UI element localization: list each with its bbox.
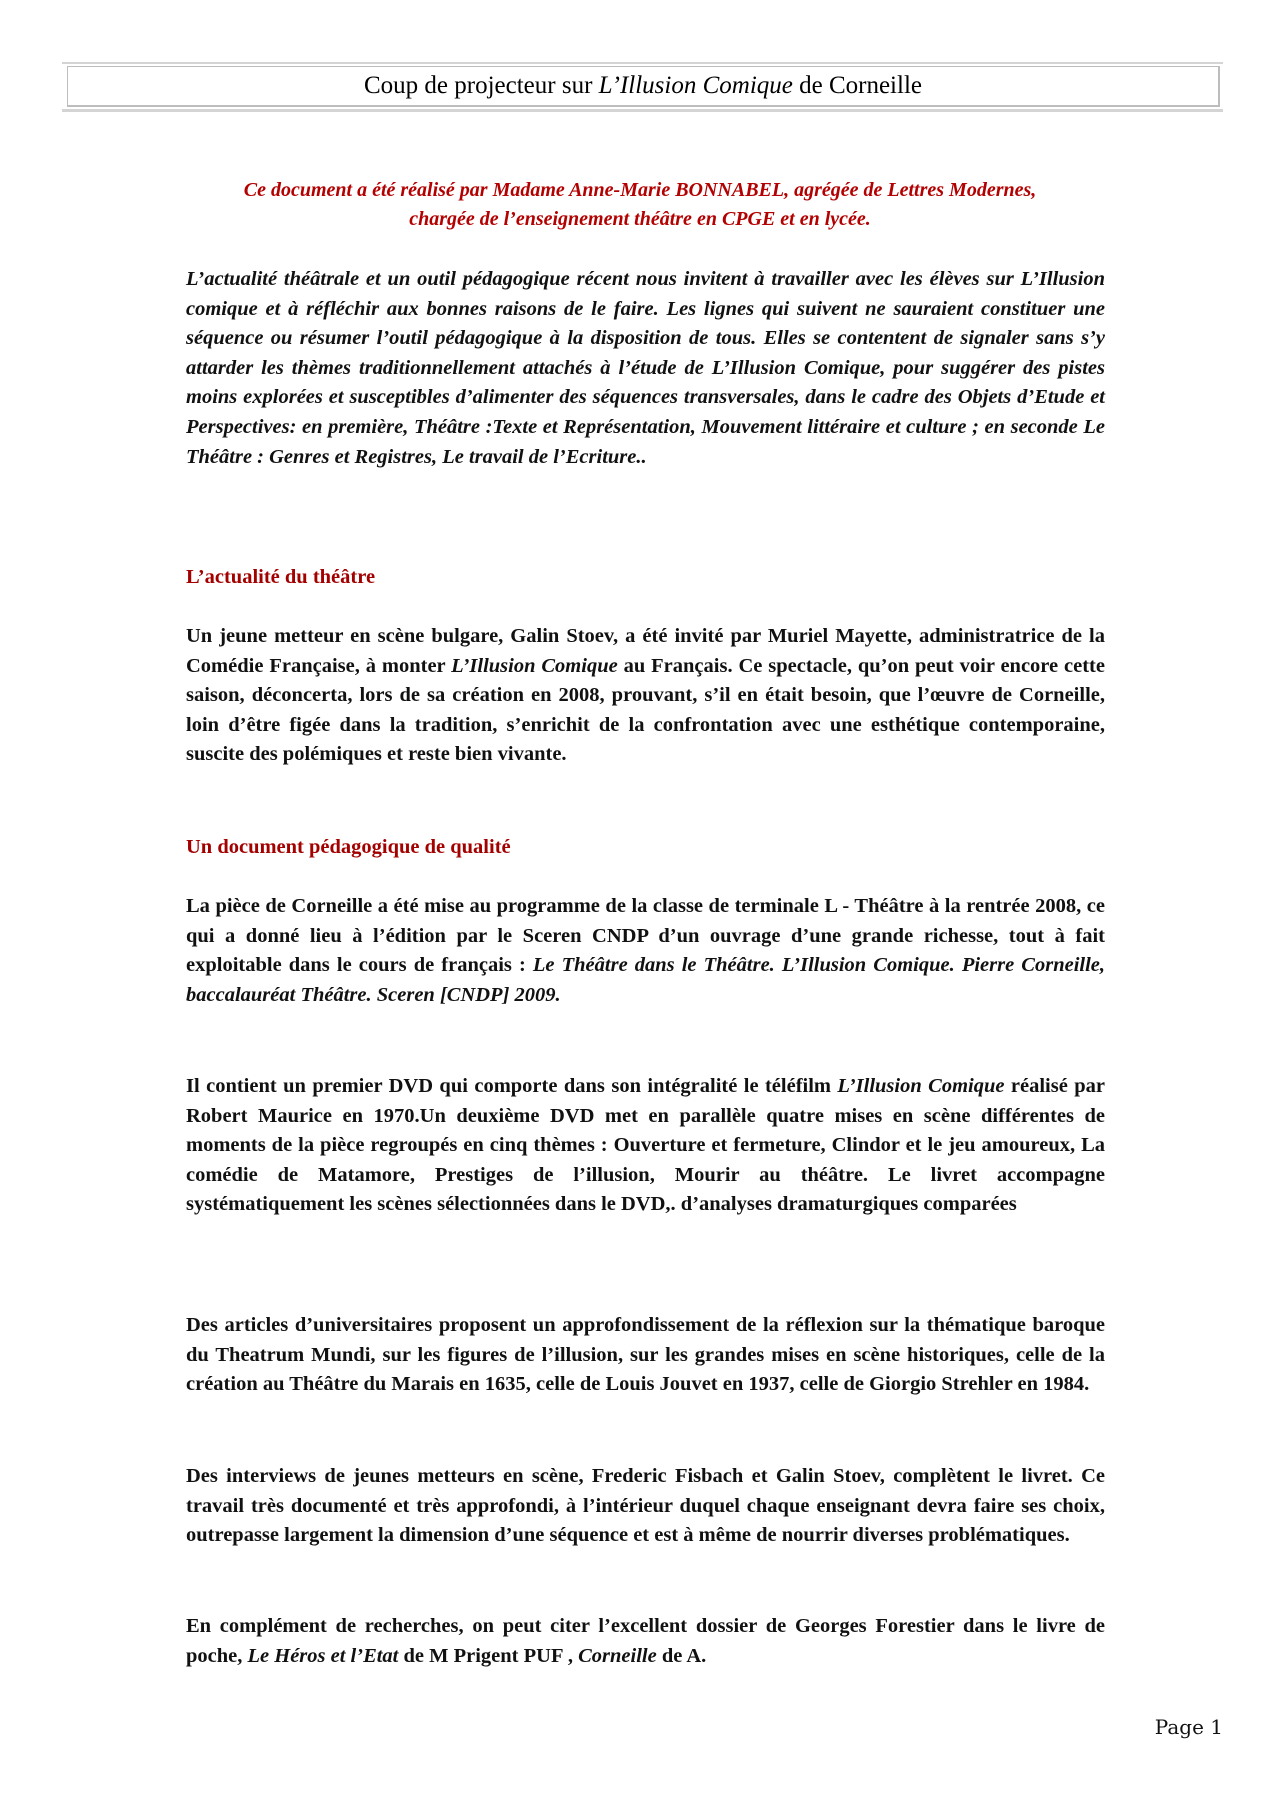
author-credit [100,176,1180,234]
paragraph-text: de A. [656,1644,707,1667]
paragraph-italic-title: Corneille [578,1644,657,1667]
paragraph-text: au Français. Ce spectacle, qu’on peut voir encore cette saison, déconcerta, lors de sa création en 2008, prouvant, s’il en était besoin, que l’œuvre de Corneille, loin d’être figée dans la tradition, s’enrichit de la confrontation avec une esthétique contemporaine, suscite des polémiques et reste bien vivante. [186,654,1105,766]
paragraph-italic-title: L’Illusion Comique [451,654,618,677]
author-credit-line-2: chargée de l’enseignement théâtre en CPGE et en lycée. [409,208,871,230]
paragraph-italic-title: L’Illusion Comique [837,1075,1005,1097]
paragraph-text: En complément de recherches, on peut citer l’excellent dossier de Georges Forestier dans le livre de poche, [186,1615,1105,1667]
page-number: Page 1 [1154,1715,1223,1739]
paragraph-text: Un jeune metteur en scène bulgare, Galin Stoev, a été invité par Muriel Mayette, administratrice de la Comédie Française, à monter [186,625,1105,677]
paragraph-complement [186,1612,1105,1671]
paragraph-interviews: Des interviews de jeunes metteurs en scène, Frederic Fisbach et Galin Stoev, complètent le livret. Ce travail très documenté et très approfondi, à l’intérieur duquel chaque enseignant devra faire ses choix, outrepasse largement la dimension d’une séquence et est à même de nourrir diverses problématiques. [186,1465,1105,1547]
paragraph-dvd [186,1072,1105,1220]
title-italic-work: L’Illusion Comique [598,72,793,99]
paragraph-stoev [186,622,1105,770]
section-heading-document: Un document pédagogique de qualité [186,836,511,858]
paragraph-italic-reference: Le Théâtre dans le Théâtre. L’Illusion Comique. Pierre Corneille, baccalauréat Théâtre. Sceren [CNDP] 2009. [186,954,1105,1006]
paragraph-text: de M Prigent PUF , [398,1644,579,1667]
paragraph-text: réalisé par Robert Maurice en 1970.Un deuxième DVD met en parallèle quatre mises en scène différentes de moments de la pièce regroupés en cinq thèmes : Ouverture et fermeture, Clindor et le jeu amoureux, La comédie de Matamore, Prestiges de l’illusion, Mourir au théâtre. Le livret accompagne systématiquement les scènes sélectionnées dans le DVD,. d’analyses dramaturgiques comparées [186,1075,1105,1216]
intro-paragraph: L’actualité théâtrale et un outil pédagogique récent nous invitent à travailler avec les élèves sur L’Illusion comique et à réfléchir aux bonnes raisons de le faire. Les lignes qui suivent ne sauraient constituer une séquence ou résumer l’outil pédagogique à la disposition de tous. Elles se contentent de signaler sans s’y attarder les thèmes traditionnellement attachés à l’étude de L’Illusion Comique, pour suggérer des pistes moins explorées et susceptibles d’alimenter des séquences transversales, dans le cadre des Objets d’Etude et Perspectives: en première, Théâtre :Texte et Représentation, Mouvement littéraire et culture ; en seconde Le Théâtre : Genres et Registres, Le travail de l’Ecriture.. [186,268,1105,468]
title-suffix: de Corneille [799,72,922,99]
title-prefix: Coup de projecteur sur [363,72,593,99]
author-credit-line-1: Ce document a été réalisé par Madame Anne-Marie BONNABEL, agrégée de Lettres Modernes, [243,179,1037,201]
section-heading-actualite: L’actualité du théâtre [186,566,376,588]
paragraph-text: Il contient un premier DVD qui comporte dans son intégralité le téléfilm [186,1075,838,1097]
paragraph-programme [186,892,1105,1010]
paragraph-italic-title: Le Héros et l’Etat [247,1644,399,1667]
paragraph-text: La pièce de Corneille a été mise au programme de la classe de terminale L - Théâtre à la rentrée 2008, ce qui a donné lieu à l’édition par le Sceren CNDP d’un ouvrage d’une grande richesse, tout à fait exploitable dans le cours de français : [186,895,1105,977]
page-title [67,66,1220,107]
paragraph-articles: Des articles d’universitaires proposent un approfondissement de la réflexion sur la thématique baroque du Theatrum Mundi, sur les figures de l’illusion, sur les grandes mises en scène historiques, celle de la création au Théâtre du Marais en 1635, celle de Louis Jouvet en 1937, celle de Giorgio Strehler en 1984. [186,1314,1105,1396]
